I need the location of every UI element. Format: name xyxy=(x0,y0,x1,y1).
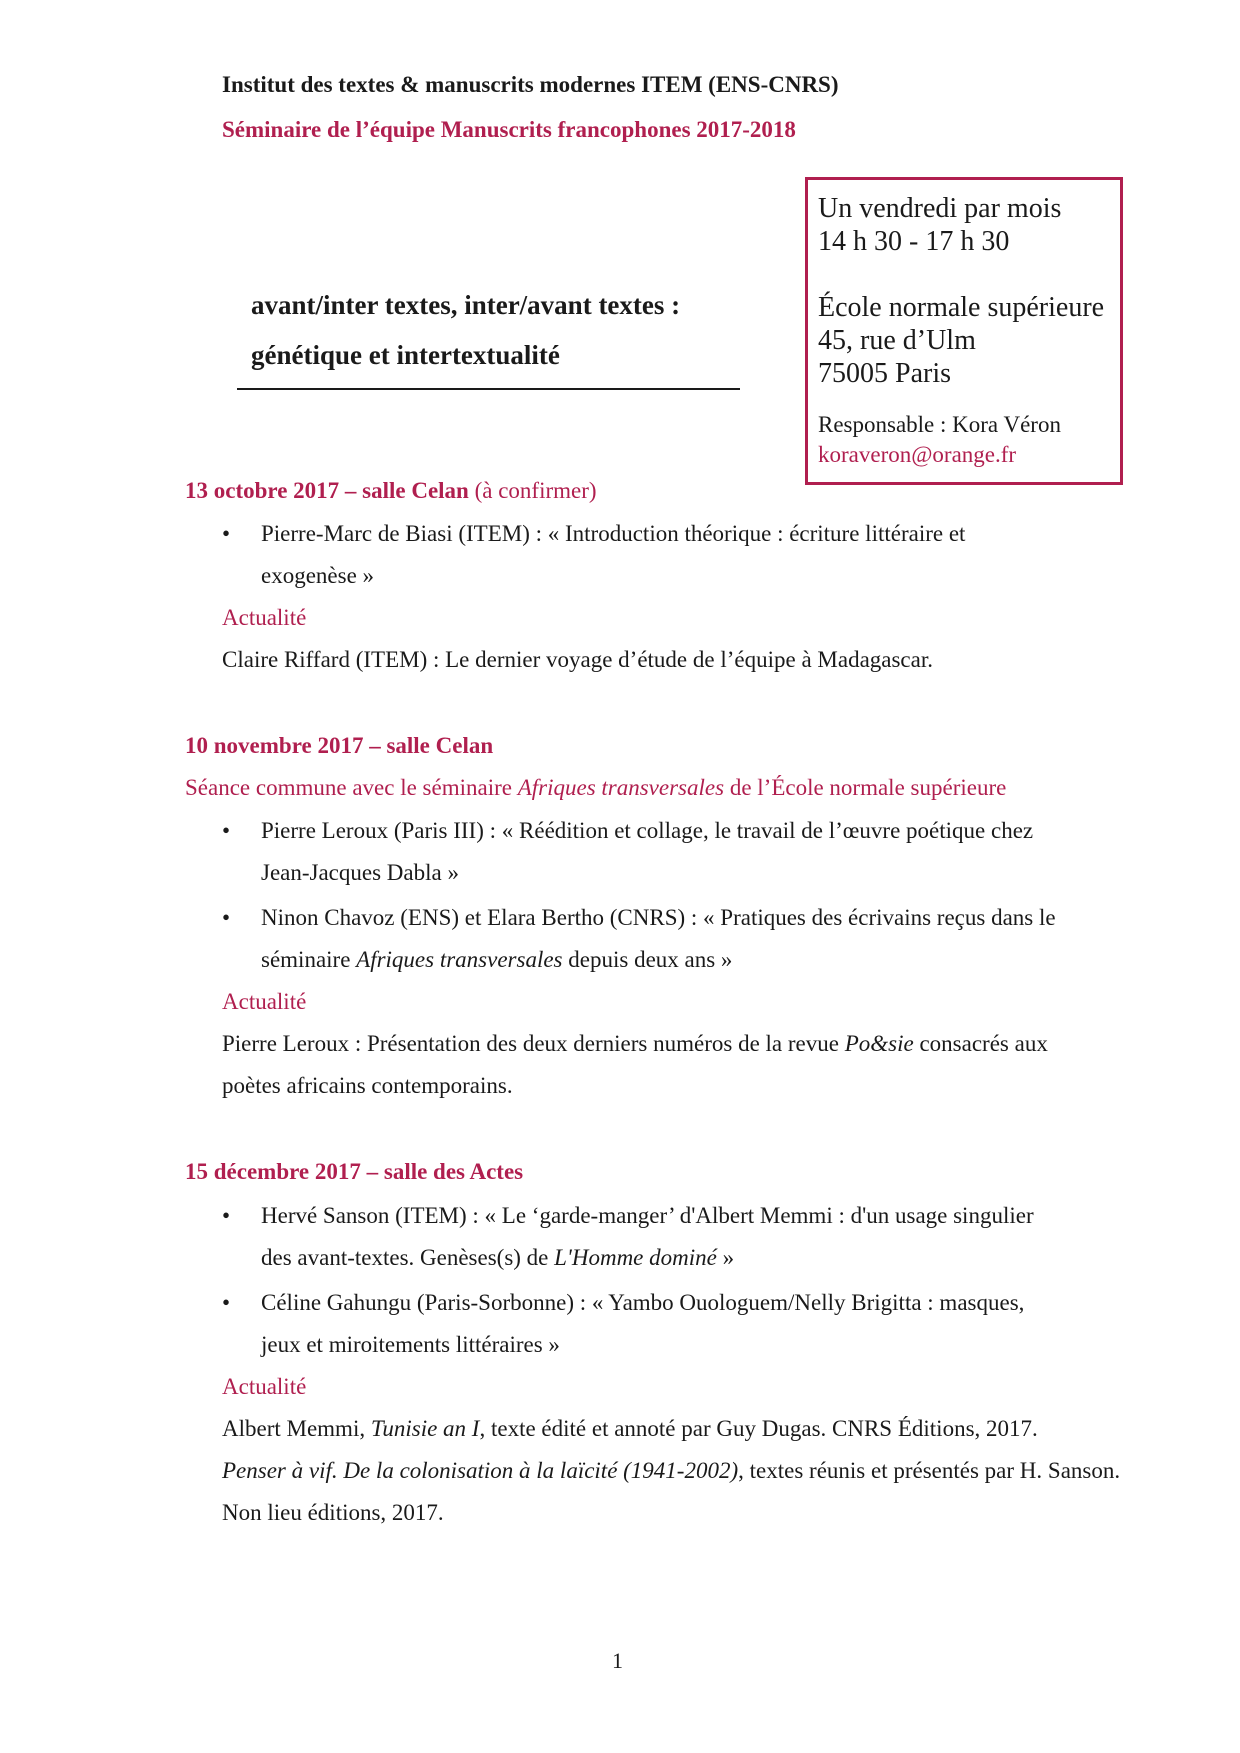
actualite-label: Actualité xyxy=(222,989,307,1014)
actualite-text-part: , textes réunis et présentés par H. Sanson. xyxy=(738,1458,1121,1483)
page-number: 1 xyxy=(612,1648,623,1673)
session-date-text: 13 octobre 2017 – salle Celan xyxy=(185,478,469,503)
seminar-heading: Séminaire de l’équipe Manuscrits francophones 2017-2018 xyxy=(222,117,796,142)
actualite-text: poètes africains contemporains. xyxy=(222,1073,513,1098)
actualite-text xyxy=(222,1416,1038,1442)
talk-italic: L'Homme dominé xyxy=(554,1245,717,1270)
responsable: Responsable : Kora Véron xyxy=(818,412,1061,437)
talk-line xyxy=(261,947,732,973)
venue-city: 75005 Paris xyxy=(818,358,951,389)
actualite-text xyxy=(222,1031,1048,1057)
talk-line: Hervé Sanson (ITEM) : « Le ‘garde-manger’ d'Albert Memmi : d'un usage singulier xyxy=(261,1203,1034,1228)
actualite-text xyxy=(222,1458,1120,1484)
session-note-text: Séance commune avec le séminaire xyxy=(185,775,518,800)
talk-text: » xyxy=(716,1245,735,1270)
talk-text: des avant-textes. Genèses(s) de xyxy=(261,1245,555,1270)
institute-heading: Institut des textes & manuscrits modernes ITEM (ENS-CNRS) xyxy=(222,72,839,97)
talk-text: séminaire xyxy=(261,947,357,972)
title-line-2: génétique et intertextualité xyxy=(251,340,560,370)
actualite-label: Actualité xyxy=(222,1374,307,1399)
actualite-italic: Po&sie xyxy=(844,1031,914,1056)
title-line-1: avant/inter textes, inter/avant textes : xyxy=(251,290,681,320)
talk-italic: Afriques transversales xyxy=(356,947,563,972)
talk-line: jeux et miroitements littéraires » xyxy=(261,1332,560,1357)
session-date: 15 décembre 2017 – salle des Actes xyxy=(185,1159,524,1184)
email-link[interactable]: koraveron@orange.fr xyxy=(818,442,1017,467)
actualite-text-part: , texte édité et annoté par Guy Dugas. CNRS Éditions, 2017. xyxy=(479,1416,1038,1441)
actualite-label: Actualité xyxy=(222,605,307,630)
schedule-time: 14 h 30 - 17 h 30 xyxy=(818,226,1010,257)
bullet-icon: • xyxy=(222,1203,231,1228)
actualite-text-part: consacrés aux xyxy=(913,1031,1048,1056)
session-note xyxy=(185,775,1006,801)
session-note-text: de l’École normale supérieure xyxy=(724,775,1007,800)
schedule-line: Un vendredi par mois xyxy=(818,193,1062,224)
actualite-italic: Penser à vif. De la colonisation à la laïcité (1941-2002) xyxy=(222,1458,739,1483)
bullet-icon: • xyxy=(222,818,231,843)
talk-line: Ninon Chavoz (ENS) et Elara Bertho (CNRS) : « Pratiques des écrivains reçus dans le xyxy=(261,905,1056,930)
actualite-text: Non lieu éditions, 2017. xyxy=(222,1500,444,1525)
talk-line xyxy=(261,1245,734,1271)
talk-line: Pierre Leroux (Paris III) : « Réédition et collage, le travail de l’œuvre poétique chez xyxy=(261,818,1034,843)
actualite-text-part: Pierre Leroux : Présentation des deux derniers numéros de la revue xyxy=(222,1031,845,1056)
talk-text: depuis deux ans » xyxy=(562,947,733,972)
actualite-italic: Tunisie an I xyxy=(370,1416,480,1441)
talk-line: exogenèse » xyxy=(261,563,375,588)
bullet-icon: • xyxy=(222,521,231,546)
bullet-icon: • xyxy=(222,905,231,930)
talk-line: Céline Gahungu (Paris-Sorbonne) : « Yambo Ouologuem/Nelly Brigitta : masques, xyxy=(261,1290,1025,1315)
venue-street: 45, rue d’Ulm xyxy=(818,325,976,356)
info-box xyxy=(805,177,1123,485)
talk-line: Jean-Jacques Dabla » xyxy=(261,860,459,885)
title-underline xyxy=(237,388,740,390)
actualite-text: Claire Riffard (ITEM) : Le dernier voyage d’étude de l’équipe à Madagascar. xyxy=(222,647,933,672)
bullet-icon: • xyxy=(222,1290,231,1315)
talk-line: Pierre-Marc de Biasi (ITEM) : « Introduction théorique : écriture littéraire et xyxy=(261,521,966,546)
session-date-note: (à confirmer) xyxy=(474,478,597,503)
venue-name: École normale supérieure xyxy=(818,292,1105,323)
session-date xyxy=(185,478,597,504)
session-date: 10 novembre 2017 – salle Celan xyxy=(185,733,494,758)
actualite-text-part: Albert Memmi, xyxy=(222,1416,371,1441)
session-note-italic: Afriques transversales xyxy=(517,775,725,800)
